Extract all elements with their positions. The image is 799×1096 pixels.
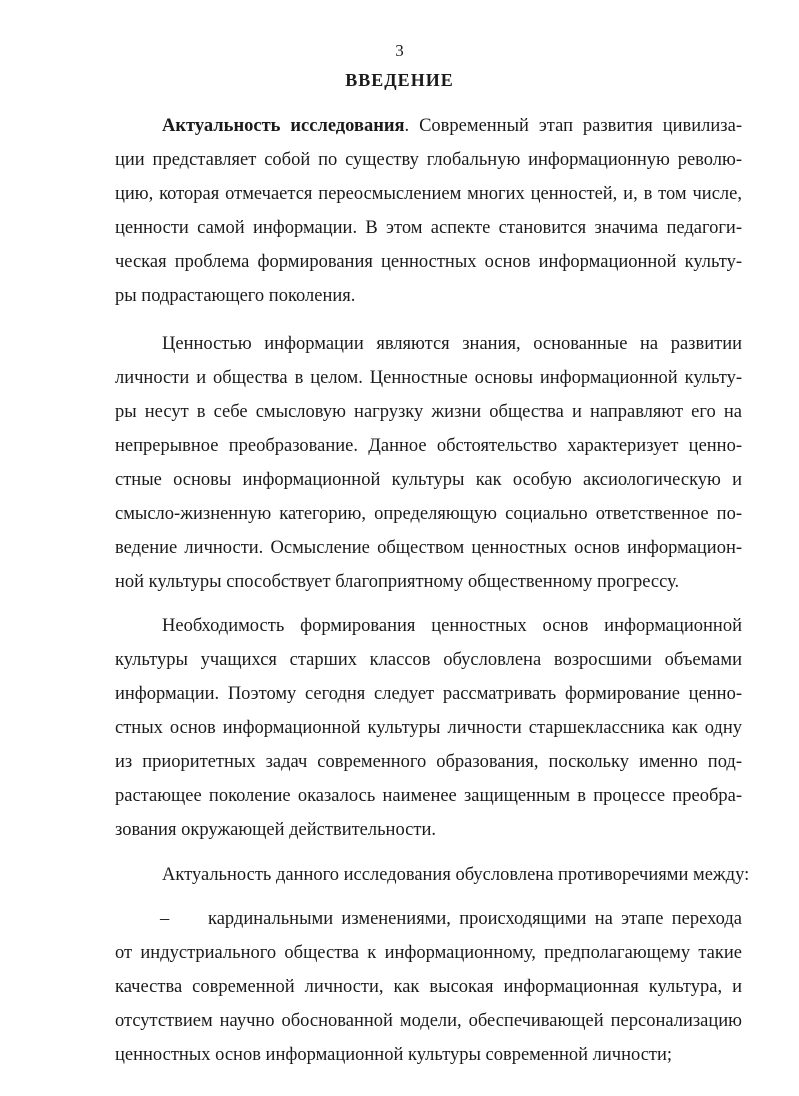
text-line: стные основы информационной культуры как особую аксиологическую и: [115, 470, 742, 490]
text-line: Необходимость формирования ценностных основ информационной: [162, 616, 742, 636]
text-line: личности и общества в целом. Ценностные основы информационной культу-: [115, 368, 742, 388]
text-line: непрерывное преобразование. Данное обстоятельство характеризует ценно-: [115, 436, 742, 456]
page-number: 3: [395, 41, 404, 60]
text-line: стных основ информационной культуры личности старшеклассника как одну: [115, 718, 742, 738]
text-line: ции представляет собой по существу глобальную информационную револю-: [115, 150, 742, 170]
text-line: кардинальными изменениями, происходящими на этапе перехода: [208, 909, 742, 929]
text-line: цию, которая отмечается переосмыслением многих ценностей, и, в том числе,: [115, 184, 742, 204]
text-line: качества современной личности, как высокая информационная культура, и: [115, 977, 742, 997]
text-span: . Современный этап развития цивилиза-: [404, 116, 742, 136]
text-line: Ценностью информации являются знания, основанные на развитии: [162, 334, 742, 354]
text-line: ры подрастающего поколения.: [115, 286, 356, 306]
text-line: смысло-жизненную категорию, определяющую социально ответственное по-: [115, 504, 742, 524]
text-line: ценности самой информации. В этом аспекте становится значима педагоги-: [115, 218, 742, 238]
text-line: зования окружающей действительности.: [115, 820, 436, 840]
text-line: растающее поколение оказалось наименее защищенным в процессе преобра-: [115, 786, 742, 806]
page-title: ВВЕДЕНИЕ: [345, 70, 454, 90]
text-line: отсутствием научно обоснованной модели, обеспечивающей персонализацию: [115, 1011, 742, 1031]
text-line: из приоритетных задач современного образования, поскольку именно под-: [115, 752, 742, 772]
section-heading: Актуальность исследования: [162, 116, 405, 136]
list-dash: –: [160, 909, 170, 929]
text-line: [162, 109, 742, 143]
text-line: ной культуры способствует благоприятному общественному прогрессу.: [115, 572, 680, 592]
text-line: ческая проблема формирования ценностных основ информационной культу-: [115, 252, 742, 272]
text-line: ценностных основ информационной культуры современной личности;: [115, 1045, 673, 1065]
text-line: ры несут в себе смысловую нагрузку жизни общества и направляют его на: [115, 402, 742, 422]
text-line: ведение личности. Осмысление обществом ценностных основ информацион-: [115, 538, 742, 558]
text-line: культуры учащихся старших классов обусловлена возросшими объемами: [115, 650, 742, 670]
text-line: от индустриального общества к информационному, предполагающему такие: [115, 943, 742, 963]
text-line: Актуальность данного исследования обусловлена противоречиями между:: [162, 865, 750, 885]
text-line: информации. Поэтому сегодня следует рассматривать формирование ценно-: [115, 684, 742, 704]
